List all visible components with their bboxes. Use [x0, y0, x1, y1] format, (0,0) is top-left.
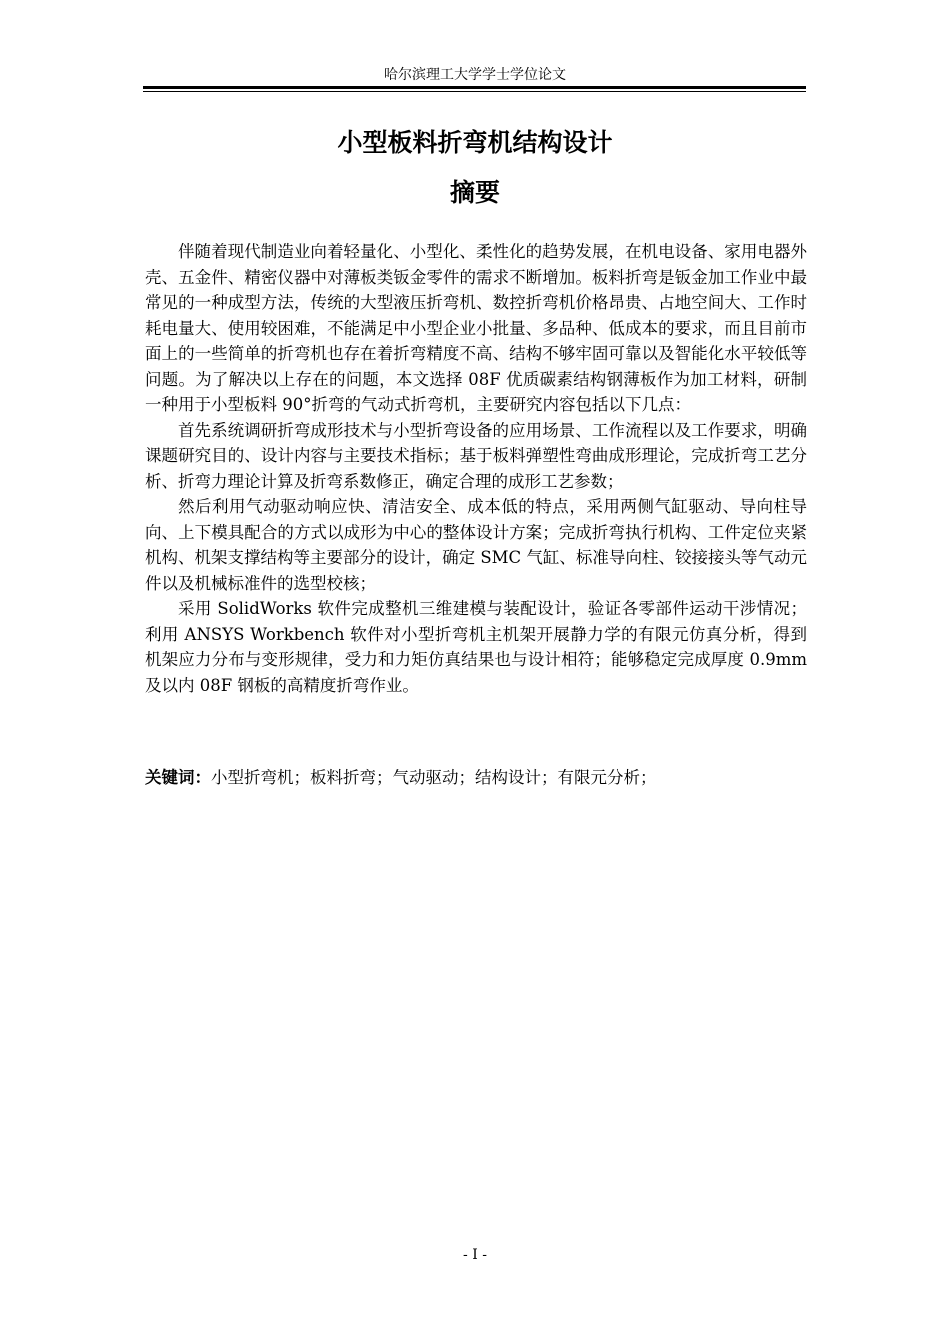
abstract-body [145, 239, 807, 698]
header-rule-thick [143, 86, 806, 89]
abstract-paragraph-3: 然后利用气动驱动响应快、清洁安全、成本低的特点，采用两侧气缸驱动、导向柱导向、上下模具配合的方式以成形为中心的整体设计方案；完成折弯执行机构、工件定位夹紧机构、机架支撑结构等主要部分的设计，确定 SMC 气缸、标准导向柱、铰接接头等气动元件以及机械标准件的选型校核； [145, 497, 807, 593]
abstract-paragraph-1: 伴随着现代制造业向着轻量化、小型化、柔性化的趋势发展，在机电设备、家用电器外壳、五金件、精密仪器中对薄板类钣金零件的需求不断增加。板料折弯是钣金加工作业中最常见的一种成型方法，传统的大型液压折弯机、数控折弯机价格昂贵、占地空间大、工作时耗电量大、使用较困难，不能满足中小型企业小批量、多品种、低成本的要求，而且目前市面上的一些简单的折弯机也存在着折弯精度不高、结构不够牢固可靠以及智能化水平较低等问题。为了解决以上存在的问题，本文选择 08F 优质碳素结构钢薄板作为加工材料，研制一种用于小型板料 90°折弯的气动式折弯机，主要研究内容包括以下几点： [145, 242, 807, 414]
keywords-text: 小型折弯机；板料折弯；气动驱动；结构设计；有限元分析； [211, 768, 657, 787]
header-rule-thin [143, 91, 806, 92]
abstract-heading: 摘要 [449, 178, 500, 207]
abstract-paragraph-4: 采用 SolidWorks 软件完成整机三维建模与装配设计，验证各零部件运动干涉情况；利用 ANSYS Workbench 软件对小型折弯机主机架开展静力学的有限元仿真分析，得到机架应力分布与变形规律，受力和力矩仿真结果也与设计相符；能够稳定完成厚度 0.9mm 及以内 08F 钢板的高精度折弯作业。 [145, 599, 807, 695]
thesis-title: 小型板料折弯机结构设计 [337, 128, 613, 157]
page-number: - I - [463, 1247, 487, 1263]
keywords-line [145, 765, 807, 790]
keywords-label: 关键词： [145, 768, 211, 787]
header-title: 哈尔滨理工大学学士学位论文 [384, 67, 566, 83]
abstract-paragraph-2: 首先系统调研折弯成形技术与小型折弯设备的应用场景、工作流程以及工作要求，明确课题研究目的、设计内容与主要技术指标；基于板料弹塑性弯曲成形理论，完成折弯工艺分析、折弯力理论计算及折弯系数修正，确定合理的成形工艺参数； [145, 420, 807, 491]
